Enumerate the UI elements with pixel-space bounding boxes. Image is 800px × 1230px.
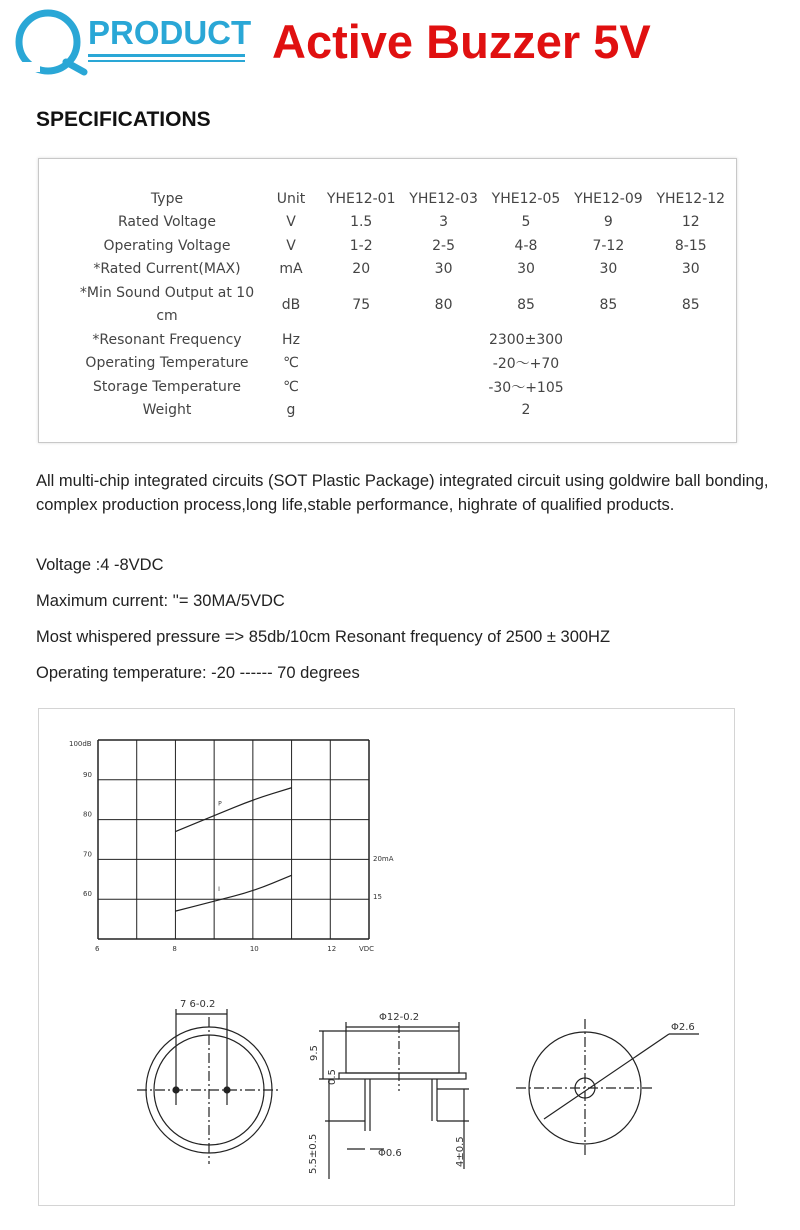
table-cell: -30～+105 [488, 379, 564, 396]
table-cell: 7-12 [592, 237, 625, 254]
row-unit: V [286, 237, 296, 254]
logo-label: PRODUCT [88, 14, 252, 51]
table-header-row [72, 187, 732, 211]
front-width-label: 7 6-0.2 [180, 999, 216, 1010]
logo-underline-2 [88, 60, 245, 62]
row-unit: Hz [282, 331, 300, 348]
lead-offset-label: 4±0.5 [455, 1136, 466, 1167]
table-row [72, 352, 732, 376]
table-cell: 30 [681, 261, 700, 278]
series-label: I [218, 886, 220, 894]
right-axis-label: 20mA [373, 855, 394, 863]
row-unit: V [286, 214, 296, 231]
x-tick-label: 12 [327, 945, 337, 953]
chart-grid [98, 740, 369, 939]
row-label: *Resonant Frequency [92, 331, 242, 348]
table-cell: 5 [521, 214, 531, 231]
performance-chart [98, 740, 369, 939]
row-unit: g [286, 402, 296, 419]
bottom-view-drawing [516, 1019, 699, 1157]
voltage-text: Voltage :4 -8VDC [36, 556, 164, 574]
table-cell: 20 [352, 261, 371, 278]
series-line-p [175, 788, 291, 832]
table-cell: 85 [681, 296, 700, 313]
column-header: YHE12-05 [491, 190, 561, 207]
column-header: YHE12-03 [409, 190, 478, 207]
column-header: YHE12-09 [574, 190, 643, 207]
y-tick-label: 70 [83, 850, 92, 859]
table-cell: 4-8 [514, 237, 538, 254]
y-tick-label: 80 [83, 810, 92, 819]
logo-underline [88, 54, 245, 57]
table-cell: 12 [681, 214, 700, 231]
table-cell: 85 [599, 296, 618, 313]
logo-icon [8, 4, 88, 80]
row-label: Operating Voltage [103, 237, 231, 254]
figure-svg [39, 709, 734, 1205]
column-header: YHE12-12 [656, 190, 726, 207]
side-height-label: 9.5 [309, 1045, 320, 1061]
temperature-text: Operating temperature: -20 ------ 70 degrees [36, 664, 360, 682]
table-row [72, 375, 732, 399]
pressure-text: Most whispered pressure => 85db/10cm Resonant frequency of 2500 ± 300HZ [36, 628, 611, 646]
side-diameter-label: Φ12-0.2 [379, 1012, 420, 1023]
x-axis-label: VDC [359, 945, 375, 953]
page-title: Active Buzzer 5V [272, 15, 651, 68]
table-cell: 2 [521, 402, 531, 419]
table-cell: 3 [439, 214, 449, 231]
row-unit: dB [281, 296, 301, 313]
front-view-drawing [137, 1009, 281, 1164]
chart-tick-labels [83, 771, 336, 953]
row-label: Weight [142, 402, 192, 419]
series-label: P [218, 800, 222, 808]
table-cell: 2-5 [432, 237, 456, 254]
right-axis-label: 15 [373, 893, 382, 901]
row-label: Operating Temperature [85, 355, 249, 372]
table-cell: 8-15 [674, 237, 707, 254]
column-header: Unit [276, 190, 306, 207]
figure-panel [38, 708, 735, 1206]
column-header: YHE12-01 [326, 190, 396, 207]
table-row [72, 281, 732, 328]
row-unit: mA [279, 261, 303, 278]
row-unit: ℃ [283, 378, 299, 395]
chart-series [175, 788, 291, 911]
table-row [72, 328, 732, 352]
row-label: Rated Voltage [118, 214, 216, 231]
description-intro: All multi-chip integrated circuits (SOT Plastic Package) integrated circuit using goldwire ball bonding, complex production process,long life,stable performance, highrate of qualified products. [36, 472, 769, 514]
specifications-heading: SPECIFICATIONS [36, 108, 211, 131]
x-tick-label: 6 [95, 945, 100, 953]
side-base-label: 0.5 [327, 1069, 338, 1085]
row-label: *Rated Current(MAX) [93, 261, 241, 278]
table-cell: 80 [434, 296, 453, 313]
row-label: Storage Temperature [93, 378, 241, 395]
row-label: *Min Sound Output at 10 cm [79, 284, 255, 324]
table-cell: 75 [352, 296, 371, 313]
table-cell: 85 [517, 296, 535, 313]
y-tick-label: 90 [83, 770, 92, 779]
table-cell: 2300±300 [488, 331, 564, 348]
hole-diameter-label: Φ2.6 [671, 1022, 695, 1033]
specifications-table [72, 187, 732, 422]
x-tick-label: 8 [172, 945, 177, 953]
table-cell: -20～+70 [492, 356, 560, 373]
lead-diameter-label: Φ0.6 [378, 1148, 402, 1159]
table-row [72, 399, 732, 423]
table-cell: 30 [599, 261, 618, 278]
lead-length-label: 5.5±0.5 [308, 1133, 319, 1174]
table-cell: 1.5 [350, 214, 373, 231]
table-cell: 30 [434, 261, 453, 278]
table-cell: 1-2 [349, 237, 373, 254]
table-cell: 9 [603, 214, 613, 231]
table-row [72, 234, 732, 258]
row-unit: ℃ [283, 355, 299, 372]
specifications-panel [38, 158, 737, 443]
y-top-label: 100dB [69, 740, 92, 748]
y-tick-label: 60 [83, 890, 92, 899]
column-header: Type [150, 190, 184, 207]
header [0, 0, 800, 90]
table-row [72, 258, 732, 282]
series-line-i [175, 875, 291, 911]
table-cell: 30 [517, 261, 535, 278]
x-tick-label: 10 [249, 945, 259, 953]
table-row [72, 211, 732, 235]
max-current-text: Maximum current: ''= 30MA/5VDC [36, 592, 285, 610]
